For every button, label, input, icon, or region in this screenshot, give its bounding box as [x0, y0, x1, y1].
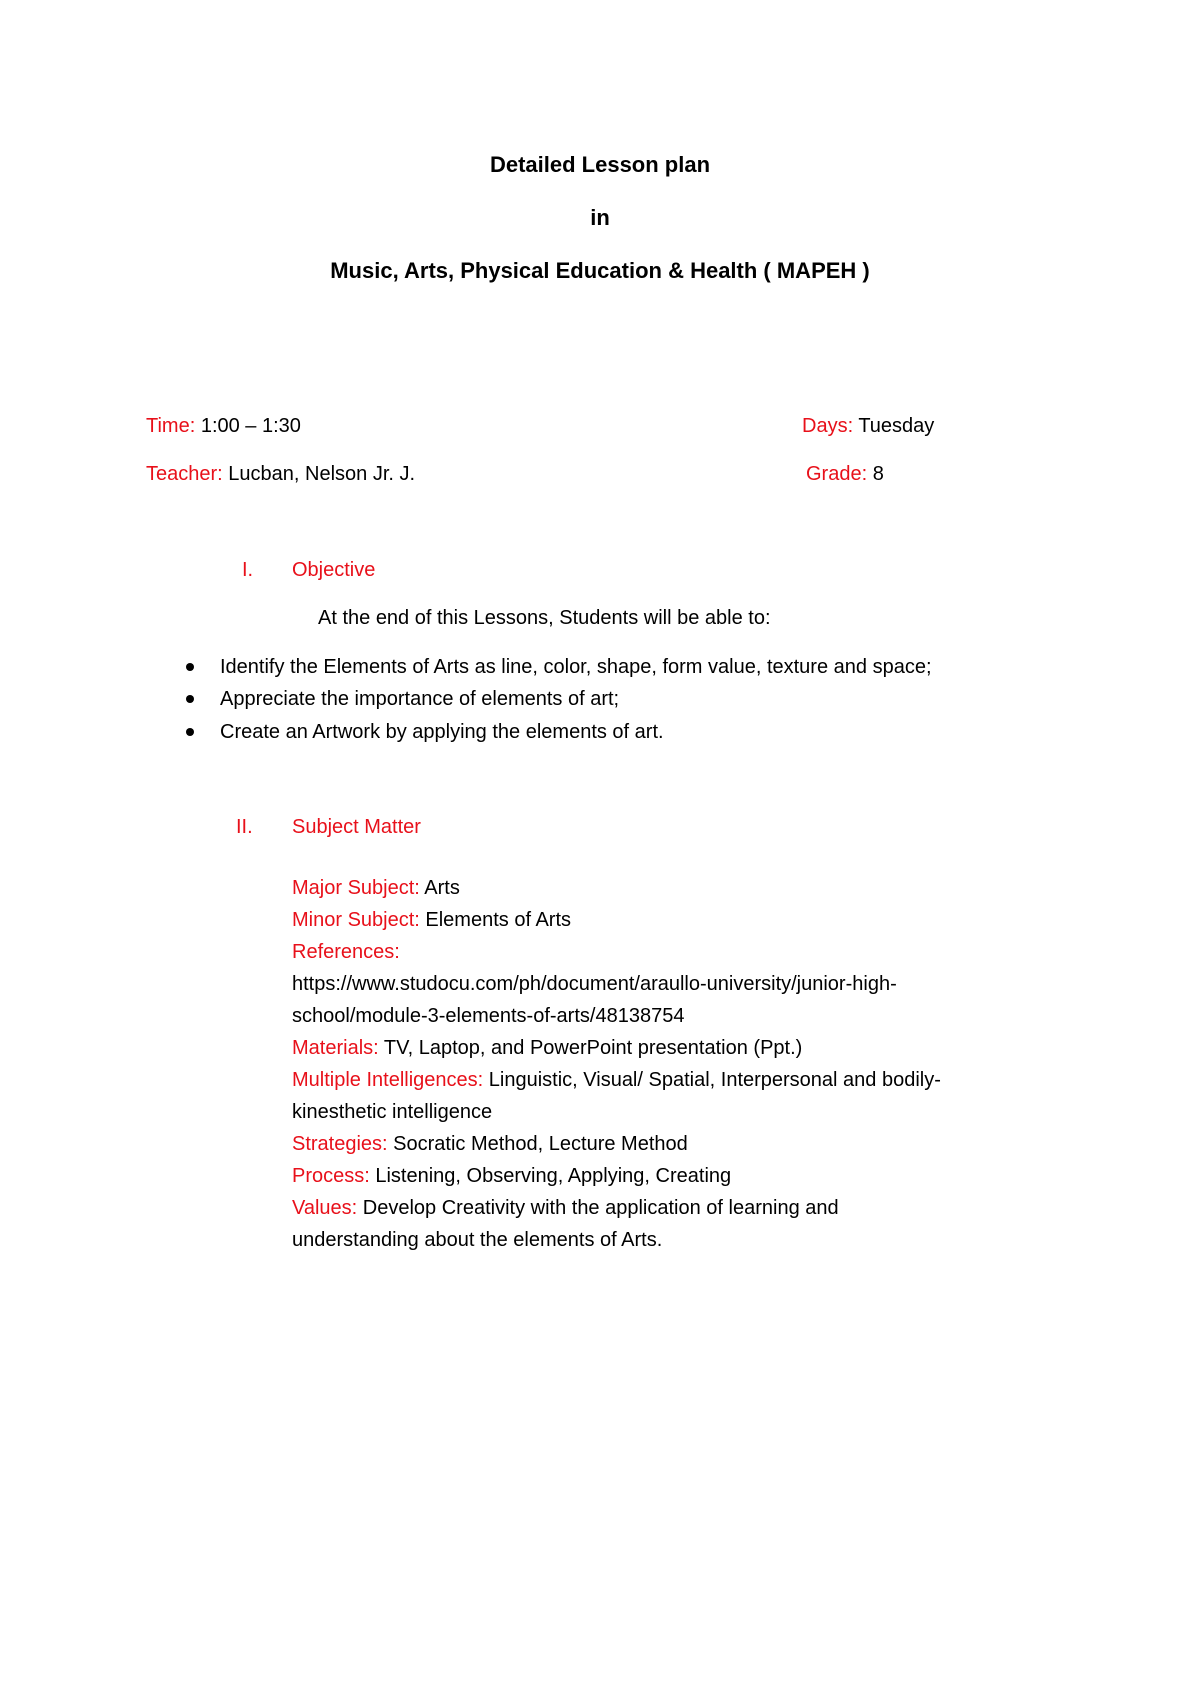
- minor-subject-value: Elements of Arts: [419, 909, 572, 931]
- strategies-label: Strategies:: [292, 1133, 388, 1155]
- days-label: Days:: [802, 415, 854, 437]
- document-title: Detailed Lesson plan: [489, 152, 711, 177]
- references-row: [292, 936, 1052, 968]
- objective-heading: Objective: [292, 559, 376, 581]
- values-label: Values:: [292, 1197, 358, 1219]
- time-label: Time:: [146, 415, 196, 437]
- objective-intro: At the end of this Lessons, Students will be able to:: [318, 607, 771, 629]
- strategies-value: Socratic Method, Lecture Method: [387, 1133, 688, 1155]
- days-value: Tuesday: [853, 415, 935, 437]
- materials-value: TV, Laptop, and PowerPoint presentation (Ppt.): [378, 1037, 803, 1059]
- references-label: References:: [292, 941, 400, 963]
- multiple-intelligences-value: Linguistic, Visual/ Spatial, Interpersonal and bodily-: [483, 1069, 941, 1091]
- multiple-intelligences-row: [292, 1064, 1052, 1096]
- values-row: [292, 1192, 1052, 1224]
- bullet-icon: [186, 728, 194, 736]
- objective-numeral: I.: [242, 559, 254, 581]
- bullet-icon: [186, 695, 194, 703]
- materials-row: [292, 1032, 1052, 1064]
- strategies-row: [292, 1128, 1052, 1160]
- grade-label: Grade:: [806, 463, 868, 485]
- grade-value: 8: [867, 463, 884, 485]
- process-label: Process:: [292, 1165, 370, 1187]
- minor-subject-row: [292, 904, 1052, 936]
- document-title-in: in: [590, 205, 610, 230]
- multiple-intelligences-continued: kinesthetic intelligence: [292, 1101, 493, 1123]
- values-value: Develop Creativity with the application of learning and: [357, 1197, 839, 1219]
- teacher-row: [146, 462, 415, 486]
- process-row: [292, 1160, 1052, 1192]
- major-subject-label: Major Subject:: [292, 877, 420, 899]
- document-subject-title: Music, Arts, Physical Education & Health ( MAPEH ): [330, 258, 870, 283]
- process-value: Listening, Observing, Applying, Creating: [369, 1165, 732, 1187]
- objective-item: Create an Artwork by applying the elements of art.: [220, 721, 664, 743]
- objective-item: Appreciate the importance of elements of art;: [220, 688, 620, 710]
- days-row: [802, 414, 934, 438]
- bullet-icon: [186, 663, 194, 671]
- multiple-intelligences-label: Multiple Intelligences:: [292, 1069, 484, 1091]
- objective-item: Identify the Elements of Arts as line, color, shape, form value, texture and space;: [220, 656, 932, 678]
- subject-matter-numeral: II.: [236, 816, 253, 838]
- grade-row: [806, 462, 884, 486]
- time-row: [146, 414, 301, 438]
- major-subject-row: [292, 872, 1052, 904]
- references-link-line2[interactable]: school/module-3-elements-of-arts/48138754: [292, 1005, 685, 1027]
- major-subject-value: Arts: [419, 877, 460, 899]
- subject-matter-details: [292, 872, 1052, 1256]
- references-link-line1[interactable]: https://www.studocu.com/ph/document/araullo-university/junior-high-: [292, 973, 897, 995]
- subject-matter-heading: Subject Matter: [292, 816, 421, 838]
- minor-subject-label: Minor Subject:: [292, 909, 420, 931]
- teacher-label: Teacher:: [146, 463, 223, 485]
- time-value: 1:00 – 1:30: [195, 415, 301, 437]
- materials-label: Materials:: [292, 1037, 379, 1059]
- teacher-value: Lucban, Nelson Jr. J.: [222, 463, 416, 485]
- values-continued: understanding about the elements of Arts.: [292, 1229, 663, 1251]
